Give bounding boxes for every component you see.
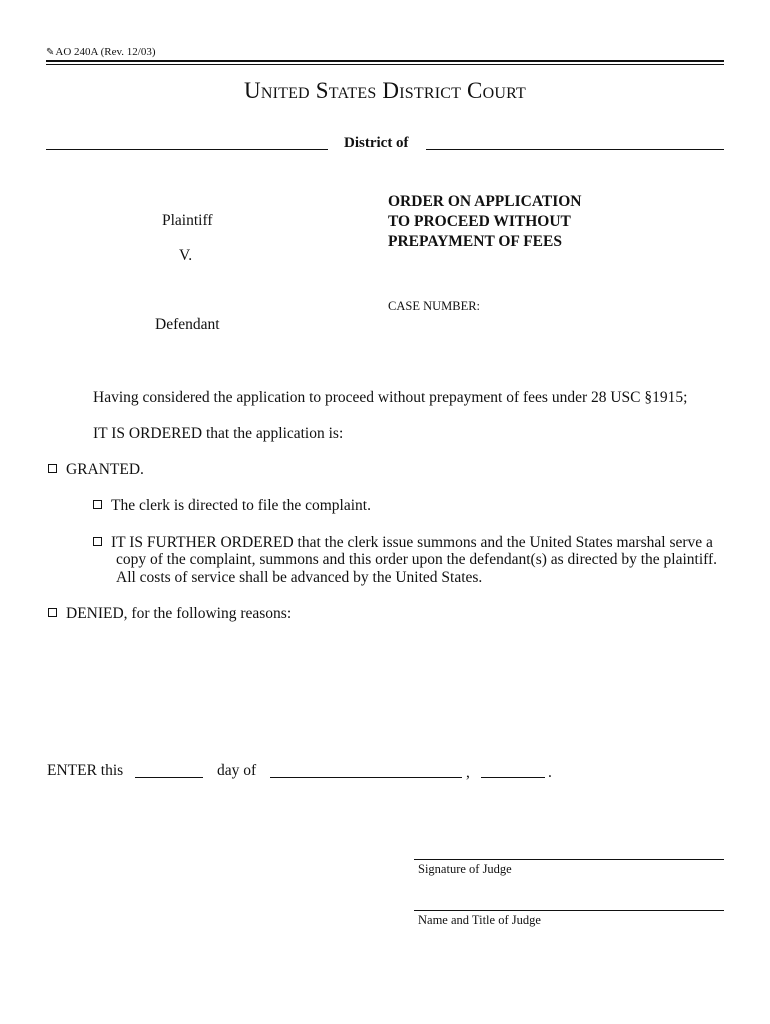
order-title-line-1: ORDER ON APPLICATION (388, 193, 582, 210)
clerk-file-label: The clerk is directed to file the complaint. (111, 497, 371, 514)
district-name-field[interactable] (426, 149, 724, 150)
further-ordered-line-3: All costs of service shall be advanced by the United States. (116, 569, 483, 586)
district-label: District of (344, 135, 409, 151)
pen-icon: ✎ (46, 47, 55, 58)
granted-checkbox[interactable] (48, 464, 57, 473)
form-id-text: AO 240A (Rev. 12/03) (55, 46, 156, 58)
judge-signature-field[interactable] (414, 859, 724, 860)
ordered-text: IT IS ORDERED that the application is: (93, 425, 344, 442)
day-of-label: day of (217, 762, 257, 779)
order-title-line-2: TO PROCEED WITHOUT (388, 213, 571, 230)
judge-name-field[interactable] (414, 910, 724, 911)
day-field[interactable] (135, 777, 203, 778)
order-title-line-3: PREPAYMENT OF FEES (388, 233, 562, 250)
further-ordered-option (93, 534, 713, 552)
case-number-label: CASE NUMBER: (388, 299, 481, 313)
clerk-file-checkbox[interactable] (93, 500, 102, 509)
order-title (388, 192, 581, 252)
denied-label: DENIED, for the following reasons: (66, 605, 292, 622)
further-ordered-line-2: copy of the complaint, summons and this order upon the defendant(s) as directed by the plaintiff. (116, 551, 718, 568)
court-name-field[interactable] (46, 149, 328, 150)
date-period: . (548, 764, 552, 781)
header-rule-top (46, 60, 724, 62)
clerk-file-option (93, 497, 371, 515)
header-rule-bottom (46, 64, 724, 65)
further-ordered-checkbox[interactable] (93, 537, 102, 546)
versus-label: V. (179, 247, 193, 264)
denied-option (48, 605, 291, 623)
plaintiff-label: Plaintiff (162, 212, 213, 229)
name-title-label: Name and Title of Judge (418, 913, 541, 927)
year-field[interactable] (481, 777, 545, 778)
date-comma: , (466, 764, 470, 781)
further-ordered-line-1: IT IS FURTHER ORDERED that the clerk issue summons and the United States marshal serve a (111, 534, 713, 551)
granted-option (48, 461, 144, 479)
form-id (46, 46, 156, 58)
month-field[interactable] (270, 777, 462, 778)
court-title: United States District Court (244, 78, 526, 103)
denied-checkbox[interactable] (48, 608, 57, 617)
enter-this-label: ENTER this (47, 762, 124, 779)
granted-label: GRANTED. (66, 461, 144, 478)
defendant-label: Defendant (155, 316, 220, 333)
signature-label: Signature of Judge (418, 862, 512, 876)
further-ordered-continuation (116, 551, 717, 587)
considered-text: Having considered the application to proceed without prepayment of fees under 28 USC §1915; (93, 389, 688, 406)
